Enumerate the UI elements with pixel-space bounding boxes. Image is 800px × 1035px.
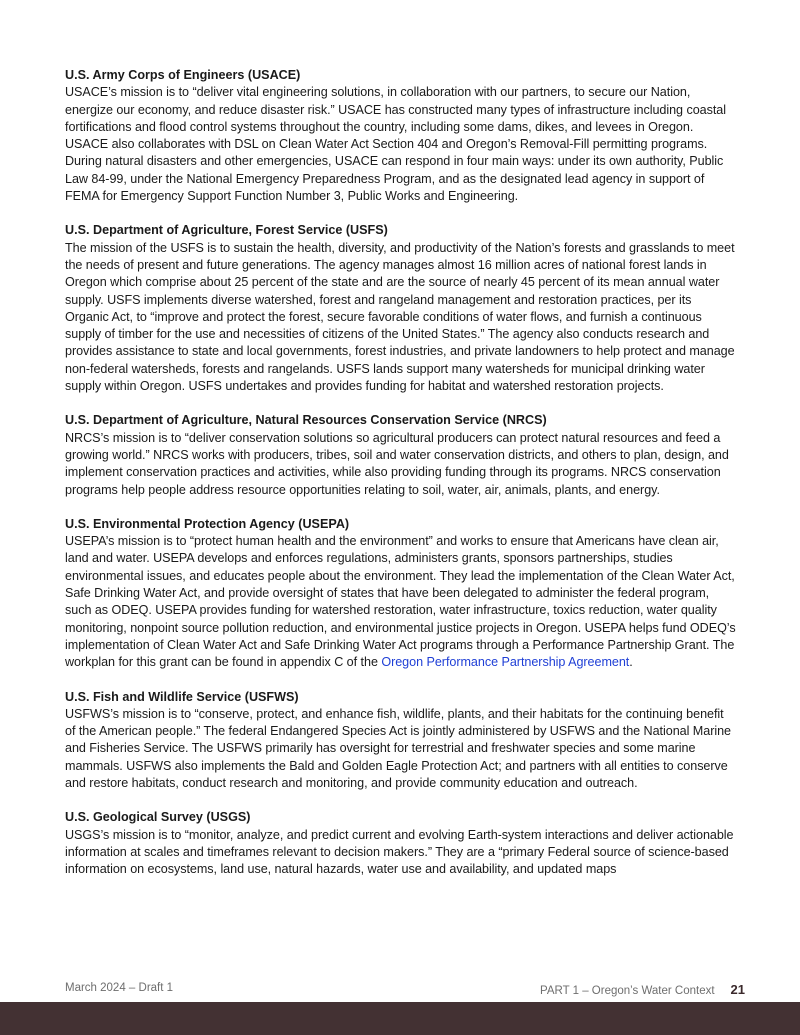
section-usepa: [65, 516, 737, 672]
section-body-text: USEPA’s mission is to “protect human health and the environment” and works to ensure that Americans have clean air, land and water. USEPA develops and enforces regulations, administers grants, sponsors partnerships, studies environmental issues, and educates people about the environment. They lead the implementation of the Clean Water Act, Safe Drinking Water Act, and provide oversight of states that have been delegated to administer the federal program, such as ODEQ. USEPA provides funding for watershed restoration, water infrastructure, toxics reduction, water quality monitoring, nonpoint source pollution reduction, and environmental justice projects in Oregon. USEPA helps fund ODEQ’s implementation of Clean Water Act and Safe Drinking Water Act programs through a Performance Partnership Grant. The workplan for this grant can be found in appendix C of the: [65, 534, 736, 670]
footer-part-title: PART 1 – Oregon’s Water Context: [540, 985, 715, 997]
page-number: 21: [730, 982, 745, 997]
oregon-ppa-link[interactable]: Oregon Performance Partnership Agreement: [381, 655, 630, 670]
section-heading: U.S. Fish and Wildlife Service (USFWS): [65, 689, 299, 704]
section-heading: U.S. Department of Agriculture, Forest Service (USFS): [65, 223, 388, 238]
section-usace: [65, 67, 737, 205]
section-usgs: [65, 809, 737, 878]
section-body: USFWS’s mission is to “conserve, protect, and enhance fish, wildlife, plants, and their habitats for the continuing benefit of the American people.” The federal Endangered Species Act is jointly administered by USFWS and the National Marine and Fisheries Service. The USFWS primarily has oversight for terrestrial and freshwater species and some marine mammals. USFWS also implements the Bald and Golden Eagle Protection Act; and partners with all entities to conserve and restore habitats, conduct research and monitoring, and provide community education and outreach.: [65, 706, 731, 790]
section-nrcs: [65, 412, 737, 498]
footer-right: [540, 982, 745, 997]
section-usfws: [65, 689, 737, 793]
page-content: [65, 67, 737, 895]
section-body-tail: .: [629, 655, 633, 670]
section-heading: U.S. Environmental Protection Agency (USEPA): [65, 516, 350, 531]
section-heading: U.S. Geological Survey (USGS): [65, 810, 251, 825]
page-footer: [65, 982, 745, 998]
section-heading: U.S. Department of Agriculture, Natural Resources Conservation Service (NRCS): [65, 413, 547, 428]
section-body: NRCS’s mission is to “deliver conservation solutions so agricultural producers can protect natural resources and feed a growing world.” NRCS works with producers, tribes, soil and water conservation districts, and others to plan, design, and implement conservation practices and activities, while also providing funding through its programs. NRCS conservation programs help people address resource opportunities relating to soil, water, air, animals, plants, and energy.: [65, 430, 729, 497]
section-body: [65, 533, 737, 671]
section-usfs: [65, 222, 737, 395]
section-body: The mission of the USFS is to sustain the health, diversity, and productivity of the Nation’s forests and grasslands to meet the needs of present and future generations. The agency manages almost 16 million acres of national forest lands in Oregon which comprise about 25 percent of the state and are the source of nearly 45 percent of its mean annual water supply. USFS implements diverse watershed, forest and rangeland management and restoration practices, per its Organic Act, to “improve and protect the forest, secure favorable conditions of water flows, and furnish a continuous supply of timber for the use and necessities of citizens of the United States.” The agency also conducts research and provides assistance to state and local governments, forest industries, and private landowners to help protect and manage non-federal watersheds, forests and rangelands. USFS lands support many watersheds for municipal drinking water supply within Oregon. USFS undertakes and provides funding for habitat and watershed restoration projects.: [65, 240, 735, 394]
footer-date-draft: March 2024 – Draft 1: [65, 982, 174, 994]
bottom-color-band: [0, 1002, 800, 1035]
section-body: USGS’s mission is to “monitor, analyze, and predict current and evolving Earth-system interactions and deliver actionable information at scales and timeframes relevant to decision makers.” They are a “primary Federal source of science-based information on ecosystems, land use, natural hazards, water use and availability, and updated maps: [65, 827, 734, 877]
section-heading: U.S. Army Corps of Engineers (USACE): [65, 68, 301, 82]
section-body: USACE’s mission is to “deliver vital engineering solutions, in collaboration with our partners, to secure our Nation, energize our economy, and reduce disaster risk.” USACE has constructed many types of infrastructure including coastal fortifications and flood control systems throughout the country, including some dams, dikes, and levees in Oregon. USACE also collaborates with DSL on Clean Water Act Section 404 and Oregon’s Removal-Fill permitting programs. During natural disasters and other emergencies, USACE can respond in four main ways: under its own authority, Public Law 84-99, under the National Emergency Preparedness Program, and as the designated lead agency in support of FEMA for Emergency Support Function Number 3, Public Works and Engineering.: [65, 85, 727, 204]
